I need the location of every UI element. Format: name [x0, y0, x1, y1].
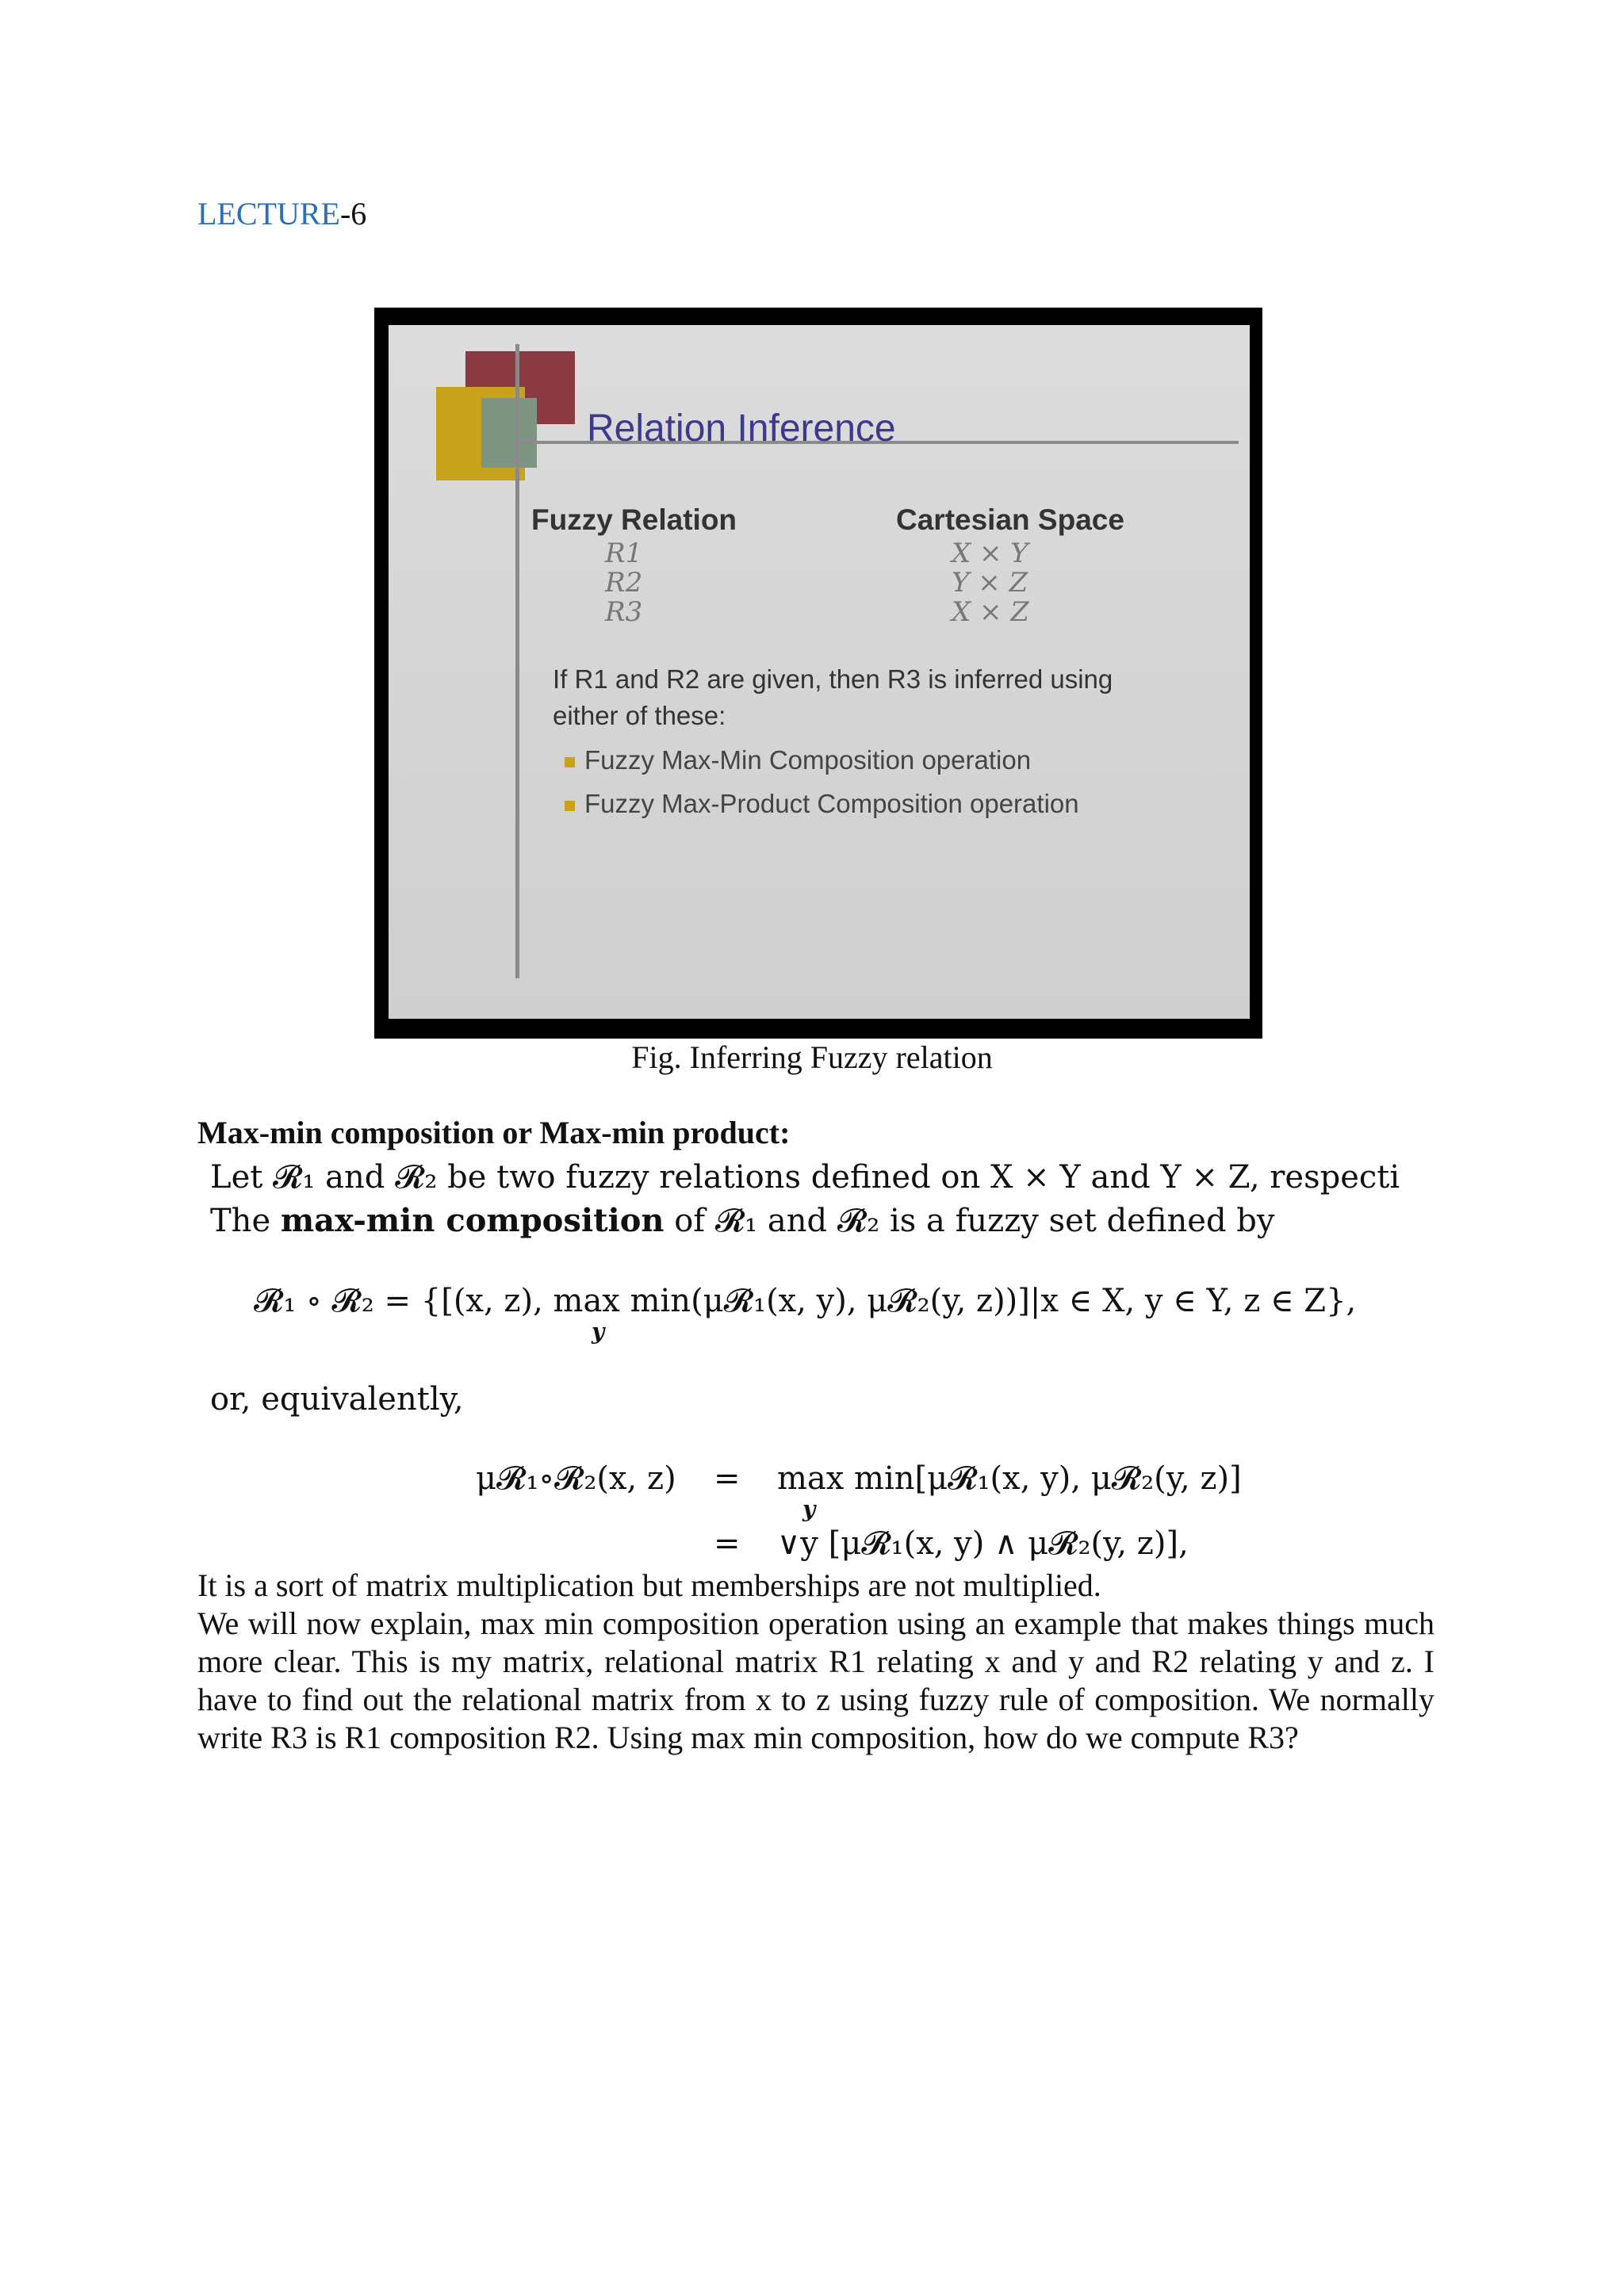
lecture-number: -6	[339, 196, 367, 232]
space-yz: Y × Z	[952, 567, 1028, 599]
paragraph-matrix-note: It is a sort of matrix multiplication but memberships are not multiplied.	[197, 1567, 1101, 1603]
fuzzy-relation-heading: Fuzzy Relation	[531, 503, 737, 536]
cartesian-space-heading: Cartesian Space	[896, 503, 1124, 536]
relation-r1: R1	[605, 538, 643, 569]
section-heading: Max-min composition or Max-min product:	[197, 1115, 791, 1150]
definition-line1: Let 𝓡₁ and 𝓡₂ be two fuzzy relations defined on X × Y and Y × Z, respecti	[210, 1159, 1400, 1196]
definition-line2-post: of 𝓡₁ and 𝓡₂ is a fuzzy set defined by	[664, 1203, 1275, 1239]
figure-caption: Fig. Inferring Fuzzy relation	[631, 1039, 993, 1075]
formula2-rhs-line2: ∨y [μ𝓡₁(x, y) ∧ μ𝓡₂(y, z)],	[777, 1525, 1189, 1562]
paragraph-explanation: We will now explain, max min composition operation using an example that makes things much more clear. This is my matrix, relational matrix R1 relating x and y and R2 relating y and z. I have to find out the relational matrix from x to z using fuzzy rule of composition. We normally write R3 is R1 composition R2. Using max min composition, how do we compute R3?	[197, 1605, 1434, 1755]
slide-text-line1: If R1 and R2 are given, then R3 is inferred using	[553, 664, 1113, 694]
slide-text-line2: either of these:	[553, 701, 726, 730]
slide-screen	[389, 325, 1250, 1019]
formula2-lhs: μ𝓡₁∘𝓡₂(x, z)	[476, 1460, 676, 1497]
slide-figure	[374, 308, 1262, 1039]
slide-bullet-maxmin	[565, 745, 1031, 775]
definition-line2-bold: max-min composition	[280, 1202, 665, 1239]
bullet-text: Fuzzy Max-Min Composition operation	[584, 745, 1032, 775]
slide-text	[553, 661, 1171, 734]
definition-line2-pre: The	[210, 1203, 281, 1239]
lecture-word: LECTURE	[197, 196, 340, 232]
bullet-text: Fuzzy Max-Product Composition operation	[584, 789, 1079, 818]
definition-line2	[210, 1202, 1275, 1239]
decor-square-green	[481, 398, 537, 468]
relation-r3: R3	[605, 596, 643, 628]
relation-r2: R2	[605, 567, 643, 599]
formula2-equals-1: =	[714, 1460, 741, 1497]
space-xy: X × Y	[952, 538, 1028, 569]
formula2-equals-2: =	[714, 1525, 741, 1562]
bullet-square-icon	[565, 757, 575, 767]
lecture-header	[197, 195, 366, 232]
slide-title: Relation Inference	[587, 408, 896, 450]
formula-composition: 𝓡₁ ∘ 𝓡₂ = {[(x, z), max min(μ𝓡₁(x, y), μ𝓡₂(y, z))]|x ∈ X, y ∈ Y, z ∈ Z},	[254, 1283, 1357, 1319]
formula-composition-subscript: y	[592, 1318, 605, 1345]
space-xz: X × Z	[952, 596, 1029, 628]
bullet-square-icon	[565, 801, 575, 811]
formula2-rhs-line1: max min[μ𝓡₁(x, y), μ𝓡₂(y, z)]	[777, 1460, 1242, 1497]
equivalently-text: or, equivalently,	[210, 1381, 464, 1418]
slide-vertical-rule	[515, 344, 519, 978]
slide-bullet-maxproduct	[565, 789, 1079, 819]
formula2-subscript: y	[802, 1496, 816, 1522]
